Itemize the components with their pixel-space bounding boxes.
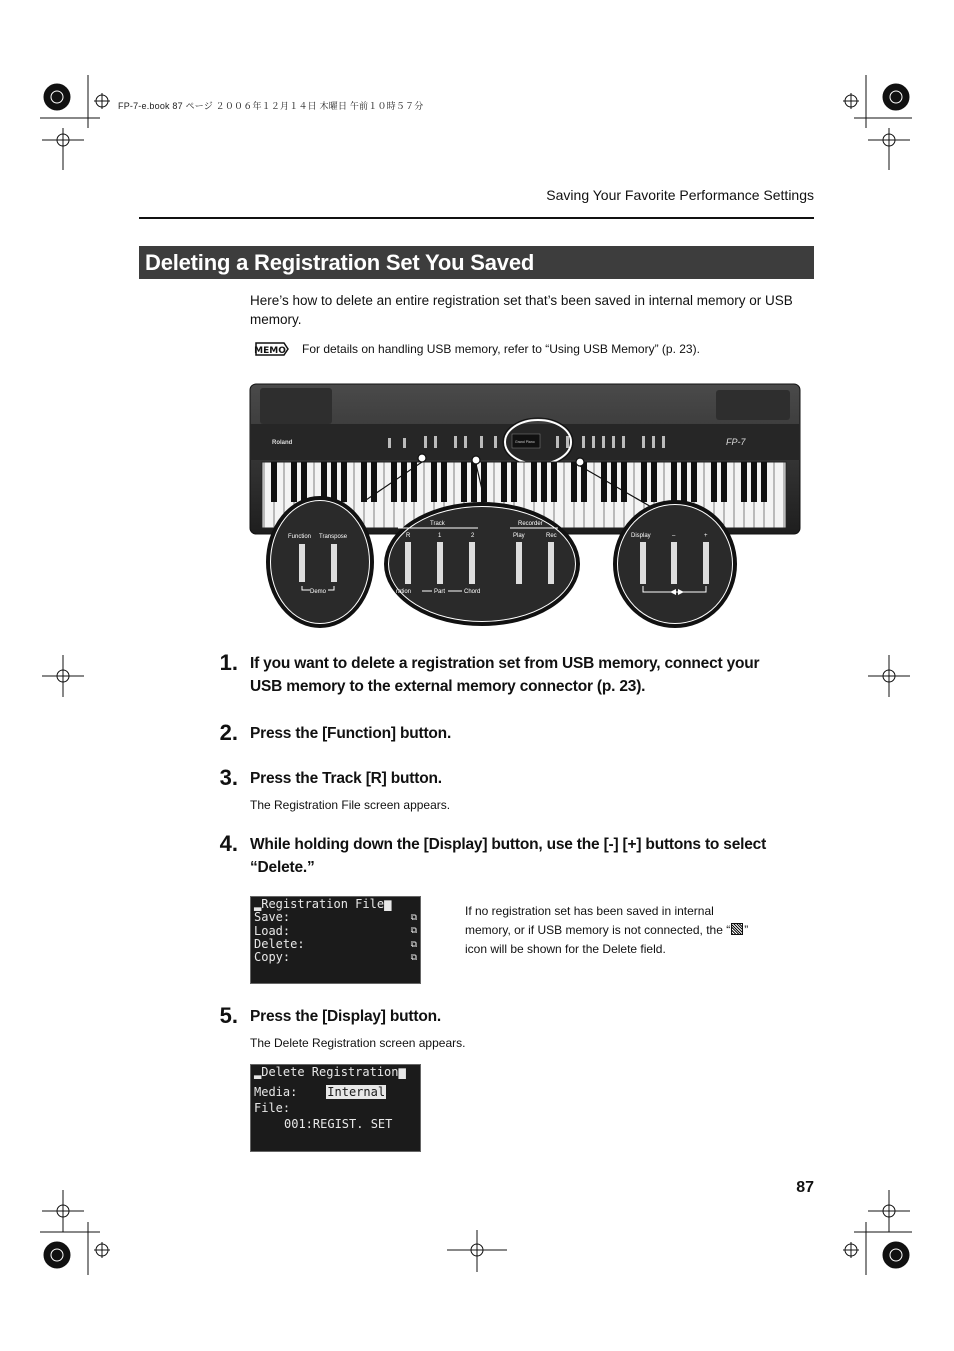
- step-5-number: 5.: [219, 1003, 238, 1028]
- black-key: [431, 462, 437, 502]
- step-4-number: 4.: [219, 831, 238, 856]
- memo-text: For details on handling USB memory, refer to “Using USB Memory” (p. 23).: [302, 342, 700, 356]
- lcd2-media-row: [254, 1085, 386, 1099]
- black-key: [721, 462, 727, 502]
- side-note-before: If no registration set has been saved in internal memory, or if USB memory is not connected, the “: [465, 904, 731, 937]
- black-key: [681, 462, 687, 502]
- step-3-note: The Registration File screen appears.: [250, 798, 451, 812]
- file-info: FP-7-e.book 87 ページ ２００６年１２月１４日 木曜日 午前１０時５７分: [118, 101, 424, 111]
- black-key: [501, 462, 507, 502]
- black-key: [691, 462, 697, 502]
- black-key: [571, 462, 577, 502]
- lcd2-file-value: 001:REGIST. SET: [284, 1117, 393, 1131]
- label-transpose: Transpose: [319, 534, 348, 540]
- page-number: 87: [796, 1179, 814, 1196]
- lcd2-title: Delete Registration: [261, 1065, 399, 1079]
- step-2-number: 2.: [219, 720, 238, 745]
- lcd1-save: Save:: [254, 910, 291, 924]
- intro-paragraph: Here’s how to delete an entire registration set that’s been saved in internal memory or USB memory.: [250, 293, 793, 327]
- step-2-text: Press the [Function] button.: [250, 725, 452, 742]
- black-key: [441, 462, 447, 502]
- step-5-text: Press the [Display] button.: [250, 1008, 441, 1025]
- step-1-number: 1.: [219, 650, 238, 675]
- label-play: Play: [513, 533, 525, 539]
- black-key: [511, 462, 517, 502]
- label-demo: Demo: [310, 589, 327, 595]
- lcd2-file-label: File:: [254, 1101, 291, 1115]
- label-track-r: R: [406, 533, 411, 539]
- lcd1-delete: Delete:: [254, 937, 305, 951]
- label-recorder: Recorder: [518, 521, 543, 527]
- label-plus: +: [704, 533, 708, 539]
- lcd1-load: Load:: [254, 924, 291, 938]
- lcd2-media-value: Internal: [327, 1085, 386, 1099]
- unavailable-icon: [731, 923, 743, 935]
- step-5-note: The Delete Registration screen appears.: [250, 1036, 466, 1050]
- header-rule: [139, 217, 814, 219]
- running-head: Saving Your Favorite Performance Settings: [546, 187, 814, 203]
- memo-icon: [254, 340, 290, 358]
- step-1-text: If you want to delete a registration set from USB memory, connect your USB memory to the external memory connector (p. 23).: [250, 655, 760, 695]
- black-key: [341, 462, 347, 502]
- lcd2-title-row: ▂Delete Registration▆: [254, 1065, 406, 1079]
- label-display: Display: [631, 533, 651, 539]
- side-note-after: ” icon will be shown for the Delete field.: [465, 923, 749, 956]
- black-key: [471, 462, 477, 502]
- black-key: [711, 462, 717, 502]
- lcd-registration-file: [250, 896, 421, 984]
- step-3-text: Press the Track [R] button.: [250, 770, 442, 787]
- piano-panel-illustration: [248, 382, 804, 628]
- black-key: [361, 462, 367, 502]
- lcd1-copy: Copy:: [254, 950, 291, 964]
- black-key: [331, 462, 337, 502]
- black-key: [291, 462, 297, 502]
- black-key: [401, 462, 407, 502]
- model-logo: FP-7: [726, 437, 746, 447]
- label-chord: Chord: [464, 589, 481, 595]
- black-key: [671, 462, 677, 502]
- black-key: [621, 462, 627, 502]
- label-track-2: 2: [471, 533, 475, 539]
- lcd1-title: Registration File: [261, 897, 385, 911]
- label-rec: Rec: [546, 533, 557, 539]
- lcd1-folder-icons: ⧉ ⧉ ⧉ ⧉: [410, 913, 417, 963]
- svg-text:MEMO: MEMO: [254, 346, 286, 356]
- black-key: [321, 462, 327, 502]
- black-key: [641, 462, 647, 502]
- section-title: Deleting a Registration Set You Saved: [145, 250, 535, 275]
- label-track-1: 1: [438, 533, 442, 539]
- black-key: [611, 462, 617, 502]
- black-key: [601, 462, 607, 502]
- step-4-text: While holding down the [Display] button, use the [-] [+] buttons to select “Delete.”: [250, 836, 767, 876]
- step-3-number: 3.: [219, 765, 238, 790]
- black-key: [301, 462, 307, 502]
- black-key: [751, 462, 757, 502]
- lcd2-media-label: Media:: [254, 1085, 298, 1099]
- label-minus: –: [672, 533, 676, 539]
- label-part: Part: [434, 589, 446, 595]
- panel-display-text: Grand Piano: [515, 440, 535, 444]
- label-registration: ration: [396, 589, 412, 595]
- black-key: [761, 462, 767, 502]
- black-key: [741, 462, 747, 502]
- black-key: [551, 462, 557, 502]
- lcd-delete-registration: [250, 1064, 421, 1152]
- black-key: [271, 462, 277, 502]
- black-key: [541, 462, 547, 502]
- black-key: [531, 462, 537, 502]
- label-track: Track: [430, 521, 445, 527]
- label-function: Function: [288, 534, 312, 540]
- black-key: [651, 462, 657, 502]
- brand-logo: Roland: [272, 440, 293, 446]
- black-key: [461, 462, 467, 502]
- side-note: [465, 902, 755, 959]
- lcd1-title-row: ▂Registration File▆: [254, 897, 392, 911]
